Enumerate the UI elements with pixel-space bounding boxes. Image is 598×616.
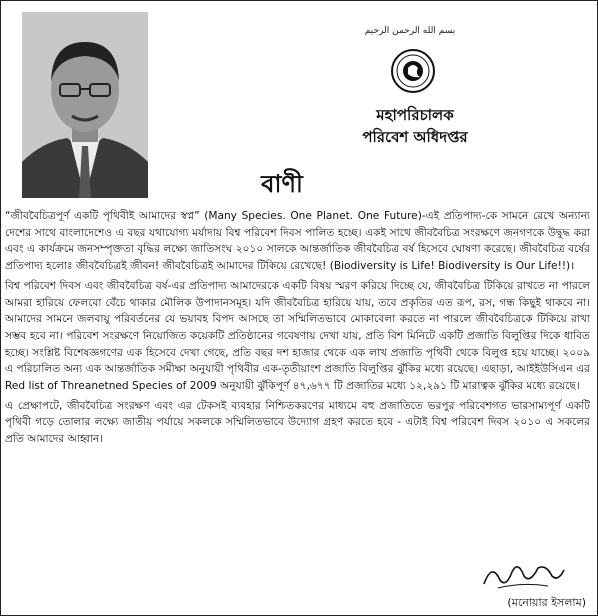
portrait-image <box>22 12 148 198</box>
signature <box>478 554 568 594</box>
designation-block <box>300 104 530 148</box>
department-name: পরিবেশ অধিদপ্তর <box>362 128 468 146</box>
paragraph-1: “জীববৈচিত্রপূর্ণ একটি পৃথিবীই আমাদের স্বপ্ন” (Many Species. One Planet. One Future)-এই প্রতিপাদ্য-কে সামনে রেখে অন্যান্য দেশের সাথে বাংলাদেশেও এ বছর যথাযোগ্য মর্যাদায় বিশ্ব পরিবেশ দিবস পালিত হচ্ছে। একই সাথে জীববৈচিত্র সংরক্ষণে জনগণকে উদ্বুদ্ধ করা এবং এ কার্যক্রমে জনসম্পৃক্ততা বৃদ্ধির লক্ষ্যে জাতিসংঘ ২০১০ সালকে আন্তর্জাতিক জীববৈচিত্র বর্ষ হিসেবে ঘোষণা করেছে। জীববৈচিত্র বর্ষের প্রতিপাদ্য হলোঃ জীববৈচিত্রই জীবন! জীববৈচিত্রই আমাদের টিকিয়ে রেখেছে! (Biodiversity is Life! Biodiversity is Our Life!!)। <box>5 210 590 273</box>
bismillah-text: بسم الله الرحمن الرحيم <box>364 26 456 36</box>
designation-title: মহাপরিচালক <box>376 106 454 124</box>
signatory-name: (মনোয়ার ইসলাম) <box>507 596 586 609</box>
message-body <box>5 208 590 451</box>
paragraph-2: বিশ্ব পরিবেশ দিবস এবং জীববৈচিত্র বর্ষ-এর প্রতিপাদ্য আমাদেরকে একটি বিষয় স্মরণ করিয়ে দিচ্ছে যে, জীববৈচিত্র টিকিয়ে রাখতে না পারলে আমরা হারিয়ে ফেলবো বেঁচে থাকার মৌলিক উপাদানসমূহ। যদি জীববৈচিত্র হারিয়ে যায়, তবে প্রকৃতির এত রূপ, রস, গন্ধ কিছুই থাকবে না। আমাদের সামনে জলবায়ু পরিবর্তনের যে ভয়াবহ বিপদ আসছে তা সম্মিলিতভাবে মোকাবেলা করতে না পারলে জীববৈচিত্রকে টিকিয়ে রাখা সম্ভব হবে না। পরিবেশ সংরক্ষণে নিয়োজিত কয়েকটি প্রতিষ্ঠানের গবেষণায় দেখা যায়, প্রতি বিশ মিনিটে একটি প্রজাতি বিলুপ্তির দিকে ধাবিত হচ্ছে। সংশ্লিষ্ট বিশেষজ্ঞগণের এক হিসেবে দেখা গেছে, প্রতি বছর দশ হাজার থেকে এক লাখ প্রজাতি পৃথিবী থেকে বিলুপ্ত হয়ে যাচ্ছে। ২০০৯ এ পরিচালিত অন্য এক আন্তর্জাতিক সমীক্ষা অনুযায়ী পৃথিবীর এক-তৃতীয়াংশ প্রজাতি বিলুপ্তির ঝুঁকির মধ্যে রয়েছে। এছাড়া, আইইউসিএন এর Red list of Threanetned Species of 2009 অনুযায়ী ঝুঁকিপূর্ণ ৪৭,৬৭৭ টি প্রজাতির মধ্যে ১২,২৯১ টি মারাত্বক ঝুঁকির মধ্যে রয়েছে। <box>5 279 590 393</box>
government-emblem-icon <box>390 48 436 94</box>
page-title: বাণী <box>261 169 303 198</box>
portrait-photo <box>22 12 148 198</box>
paragraph-3: এ প্রেক্ষাপটে, জীববৈচিত্র সংরক্ষণ এবং এর টেকসই ব্যবহার নিশ্চিতকরণের মাধ্যমে বহু প্রজাতিতে ভরপুর পরিবেশগত ভারসাম্যপূর্ণ একটি পৃথিবী গড়ে তোলার লক্ষ্যে জাতীয় পর্যায়ে সকলকে সম্মিলিতভাবে উদ্যোগ গ্রহণ করতে হবে - এটাই বিশ্ব পরিবেশ দিবস ২০১০ এ সকলের প্রতি আমাদের আহ্বান। <box>5 399 590 446</box>
